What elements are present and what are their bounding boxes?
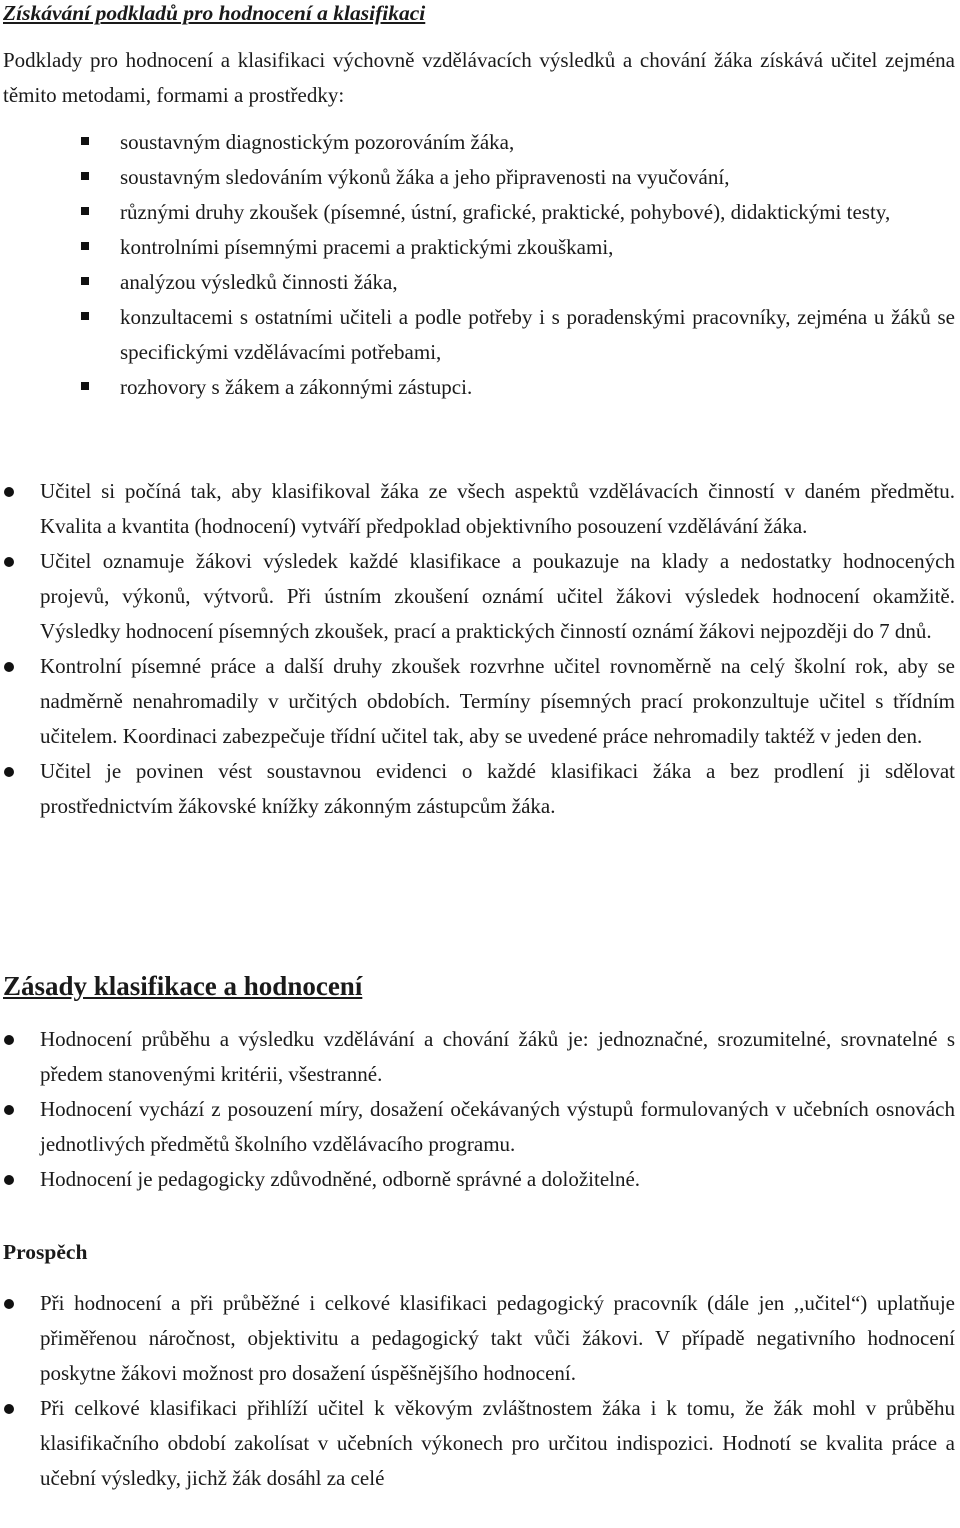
round-bullet-icon: [4, 1035, 14, 1045]
round-bullet-icon: [4, 1404, 14, 1414]
prospech-points-list: [0, 1286, 960, 1496]
list-item-text: kontrolními písemnými pracemi a praktickými zkouškami,: [120, 235, 614, 259]
section-heading-prospech: Prospěch: [3, 1240, 88, 1264]
list-item-text: soustavným diagnostickým pozorováním žáka,: [120, 130, 515, 154]
list-item-text: soustavným sledováním výkonů žáka a jeho připravenosti na vyučování,: [120, 165, 730, 189]
square-bullet-icon: [81, 277, 89, 285]
list-item-text: Hodnocení průběhu a výsledku vzdělávání a chování žáků je: jednoznačné, srozumitelné, srovnatelné s předem stanovenými kritérii, všestranné.: [40, 1027, 955, 1086]
round-bullet-icon: [4, 487, 14, 497]
podklady-points-list: [0, 474, 960, 824]
list-item-text: Hodnocení vychází z posouzení míry, dosažení očekávaných výstupů formulovaných v učebních osnovách jednotlivých předmětů školního vzdělávacího programu.: [40, 1097, 955, 1156]
list-item: [0, 544, 955, 649]
list-item: [0, 1162, 955, 1197]
list-item: [0, 474, 955, 544]
square-bullet-icon: [81, 137, 89, 145]
square-bullet-icon: [81, 207, 89, 215]
list-item: [0, 125, 955, 160]
list-item-text: Učitel oznamuje žákovi výsledek každé klasifikace a poukazuje na klady a nedostatky hodnocených projevů, výkonů, výtvorů. Při ústním zkoušení oznámí učitel žákovi výsledek hodnocení okamžitě. Výsledky hodnocení písemných zkoušek, prací a praktických činností oznámí žákovi nejpozději do 7 dnů.: [40, 549, 955, 643]
section-heading-zasady: Zásady klasifikace a hodnocení: [3, 971, 363, 1001]
list-item: [0, 300, 955, 370]
round-bullet-icon: [4, 767, 14, 777]
list-item-text: Při hodnocení a při průběžné i celkové klasifikaci pedagogický pracovník (dále jen ,,učitel“) uplatňuje přiměřenou náročnost, objektivitu a pedagogický takt vůči žákovi. V případě negativního hodnocení poskytne žákovi možnost pro dosažení úspěšnějšího hodnocení.: [40, 1291, 955, 1385]
list-item-text: různými druhy zkoušek (písemné, ústní, grafické, praktické, pohybové), didaktickými testy,: [120, 200, 891, 224]
list-item: [0, 230, 955, 265]
list-item-text: rozhovory s žákem a zákonnými zástupci.: [120, 375, 473, 399]
list-item: [0, 1092, 955, 1162]
list-item-text: Učitel je povinen vést soustavnou evidenci o každé klasifikaci žáka a bez prodlení ji sdělovat prostřednictvím žákovské knížky zákonným zástupcům žáka.: [40, 759, 955, 818]
list-item: [0, 1286, 955, 1391]
square-bullet-icon: [81, 242, 89, 250]
list-item-text: Hodnocení je pedagogicky zdůvodněné, odborně správné a doložitelné.: [40, 1167, 641, 1191]
section-heading-podklady: Získávání podkladů pro hodnocení a klasifikaci: [3, 1, 426, 25]
round-bullet-icon: [4, 1105, 14, 1115]
round-bullet-icon: [4, 662, 14, 672]
list-item-text: Kontrolní písemné práce a další druhy zkoušek rozvrhne učitel rovnoměrně na celý školní rok, aby se nadměrně nenahromadily v určitých obdobích. Termíny písemných prací prokonzultuje učitel s třídním učitelem. Koordinaci zabezpečuje třídní učitel tak, aby se uvedené práce nehromadily taktéž v jeden den.: [40, 654, 955, 748]
list-item-text: Učitel si počíná tak, aby klasifikoval žáka ze všech aspektů vzdělávacích činností v daném předmětu. Kvalita a kvantita (hodnocení) vytváří předpoklad objektivního posouzení vzdělávání žáka.: [40, 479, 955, 538]
round-bullet-icon: [4, 1299, 14, 1309]
list-item: [0, 1022, 955, 1092]
list-item: [0, 1391, 955, 1496]
list-item: [0, 649, 955, 754]
list-item-text: Při celkové klasifikaci přihlíží učitel k věkovým zvláštnostem žáka i k tomu, že žák mohl v průběhu klasifikačního období zakolísat v učebních výkonech pro určitou indispozici. Hodnotí se kvalita práce a učební výsledky, jichž žák dosáhl za celé: [40, 1396, 955, 1490]
list-item: [0, 160, 955, 195]
list-item: [0, 195, 955, 230]
list-item: [0, 754, 955, 824]
list-item: [0, 265, 955, 300]
square-bullet-icon: [81, 172, 89, 180]
methods-list: [0, 125, 960, 405]
list-item-text: analýzou výsledků činnosti žáka,: [120, 270, 398, 294]
zasady-points-list: [0, 1022, 960, 1197]
round-bullet-icon: [4, 557, 14, 567]
square-bullet-icon: [81, 312, 89, 320]
list-item-text: konzultacemi s ostatními učiteli a podle potřeby i s poradenskými pracovníky, zejména u žáků se specifickými vzdělávacími potřebami,: [120, 305, 955, 364]
round-bullet-icon: [4, 1175, 14, 1185]
square-bullet-icon: [81, 382, 89, 390]
list-item: [0, 370, 955, 405]
intro-paragraph: Podklady pro hodnocení a klasifikaci výchovně vzdělávacích výsledků a chování žáka získává učitel zejména těmito metodami, formami a prostředky:: [3, 48, 955, 107]
